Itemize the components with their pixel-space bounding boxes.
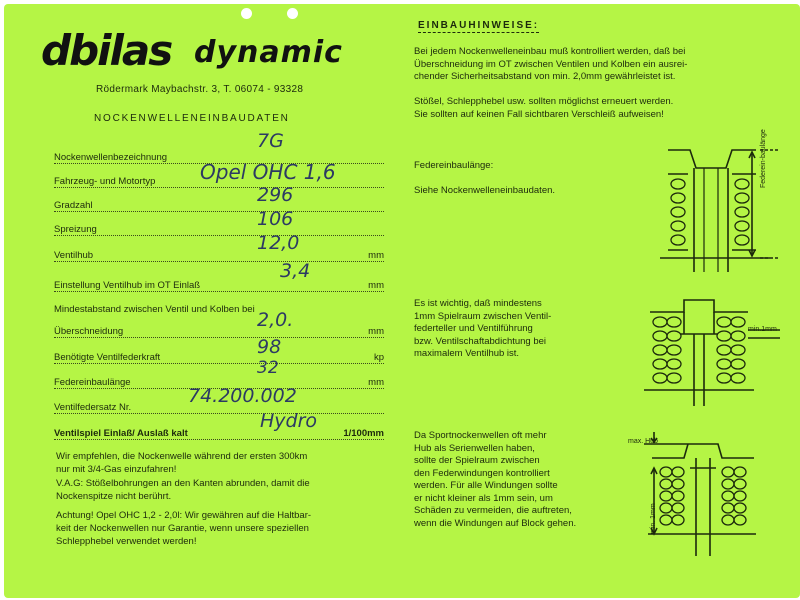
handwritten-degrees: 296 xyxy=(257,184,294,206)
field-row xyxy=(54,352,384,366)
field-label: Mindestabstand zwischen Ventil und Kolben bei xyxy=(54,304,255,315)
handwritten-valve-lift: 12,0 xyxy=(257,232,300,254)
note-line: V.A.G: Stößelbohrungen an den Kanten abrunden, damit die xyxy=(56,478,310,489)
field-label: Ventilhub xyxy=(54,250,94,261)
intro-line: Bei jedem Nockenwelleneinbau muß kontrolliert werden, daß bei xyxy=(414,46,686,57)
intro-text xyxy=(414,46,687,84)
field-row xyxy=(54,428,384,442)
section-line: sollte der Spielraum zwischen xyxy=(414,455,540,466)
installation-data-sheet xyxy=(4,4,800,598)
field-row xyxy=(54,304,384,318)
field-label: Fahrzeug- und Motortyp xyxy=(54,176,156,187)
handwritten-valve-clearance: Hydro xyxy=(260,410,318,432)
note-line: nur mit 3/4-Gas einzufahren! xyxy=(56,464,177,475)
field-unit: mm xyxy=(368,326,384,337)
section-line: bzw. Ventilschaftabdichtung bei xyxy=(414,335,547,347)
field-label: Ventilfedersatz Nr. xyxy=(54,402,132,413)
field-row xyxy=(54,200,384,214)
brand-logo: dbilas xyxy=(41,26,172,75)
field-unit: mm xyxy=(368,377,384,388)
handwritten-lift-at-tdc: 3,4 xyxy=(280,260,311,282)
note-vag xyxy=(56,477,386,503)
section-line: federteller und Ventilführung xyxy=(414,323,533,334)
note-line: keit der Nockenwellen nur Garantie, wenn unsere speziellen xyxy=(56,523,309,534)
note-line: Schlepphebel verwendet werden! xyxy=(56,536,197,547)
handwritten-camshaft-name: 7G xyxy=(257,130,284,152)
handwritten-min-clearance: 2,0. xyxy=(257,309,294,331)
section-line: wenn die Windungen auf Block gehen. xyxy=(414,517,577,529)
field-label: Nockenwellenbezeichnung xyxy=(54,152,168,163)
field-unit: mm xyxy=(368,280,384,291)
handwritten-vehicle-engine: Opel OHC 1,6 xyxy=(200,160,336,184)
section-line: Siehe Nockenwelleneinbaudaten. xyxy=(414,185,556,196)
coil-gap-diagram xyxy=(644,428,784,558)
field-label: Spreizung xyxy=(54,224,97,235)
field-row xyxy=(54,326,384,340)
handwritten-spring-set: 74.200.002 xyxy=(188,385,297,407)
field-label: Federeinbaulänge xyxy=(54,377,131,388)
intro-line: Überschneidung im OT zwischen Ventilen und Kolben ein ausrei- xyxy=(414,58,688,70)
field-unit: kp xyxy=(373,352,384,363)
field-label: Ventilspiel Einlaß/ Auslaß kalt xyxy=(54,428,188,439)
handwritten-spring-height: 32 xyxy=(257,358,279,378)
section-line: Da Sportnockenwellen oft mehr xyxy=(414,430,547,441)
diagram-label-min-coil-gap: min. 1mm xyxy=(650,503,657,534)
section-line: den Federwindungen kontrolliert xyxy=(414,467,550,479)
diagram-label-min-clearance: min.1mm xyxy=(748,326,777,333)
punch-hole xyxy=(241,8,252,19)
left-section-title: NOCKENWELLENEINBAUDATEN xyxy=(94,113,290,124)
field-label: Überschneidung xyxy=(54,326,124,337)
punch-hole xyxy=(287,8,298,19)
intro-text-2 xyxy=(414,96,673,121)
field-label: Einstellung Ventilhub im OT Einlaß xyxy=(54,280,201,291)
section-line: Federeinbaulänge: xyxy=(414,160,494,171)
field-row xyxy=(54,280,384,294)
diagram-label-max-lift: max. Hub xyxy=(628,438,658,445)
field-row xyxy=(54,224,384,238)
valve-clearance-diagram xyxy=(644,294,784,406)
section-coil-gap xyxy=(414,430,576,530)
section-line: werden. Für alle Windungen sollte xyxy=(414,480,558,491)
intro-line: Stößel, Schlepphebel usw. sollten möglichst erneuert werden. xyxy=(414,96,674,107)
field-unit: 1/100mm xyxy=(343,428,384,439)
note-line: Achtung! Opel OHC 1,2 - 2,0l: Wir gewähren auf die Haltbar- xyxy=(56,510,312,521)
field-label: Benötigte Ventilfederkraft xyxy=(54,352,161,363)
right-section-title: EINBAUHINWEISE: xyxy=(418,20,540,31)
diagram-label-spring-height: Federein-baulänge xyxy=(760,129,767,188)
note-opel-warranty xyxy=(56,509,386,548)
brand-logo-suffix: dynamic xyxy=(194,35,343,70)
section-line xyxy=(414,173,555,186)
section-line: maximalem Ventilhub ist. xyxy=(414,348,520,359)
intro-line: Sie sollten auf keinen Fall sichtbaren Verschleiß aufweisen! xyxy=(414,108,664,120)
section-line: Hub als Serienwellen haben, xyxy=(414,442,535,454)
handwritten-spring-force: 98 xyxy=(257,336,282,358)
intro-line: chender Sicherheitsabstand von min. 2,0mm gewährleistet ist. xyxy=(414,71,676,82)
section-spring-height xyxy=(414,160,555,198)
handwritten-lobe-separation: 106 xyxy=(257,208,294,230)
section-line: Schäden zu vermeiden, die auftreten, xyxy=(414,505,572,516)
section-line: Es ist wichtig, daß mindestens xyxy=(414,298,542,309)
section-clearance xyxy=(414,298,551,361)
note-line: Nockenspitze nicht berührt. xyxy=(56,491,172,502)
field-unit: mm xyxy=(368,250,384,261)
note-run-in xyxy=(56,450,386,476)
section-line: 1mm Spielraum zwischen Ventil- xyxy=(414,310,552,322)
section-line: er nicht kleiner als 1mm sein, um xyxy=(414,492,553,504)
note-line: Wir empfehlen, die Nockenwelle während der ersten 300km xyxy=(56,451,308,462)
company-address: Rödermark Maybachstr. 3, T. 06074 - 93328 xyxy=(96,84,304,95)
field-row xyxy=(54,250,384,264)
field-label: Gradzahl xyxy=(54,200,93,211)
